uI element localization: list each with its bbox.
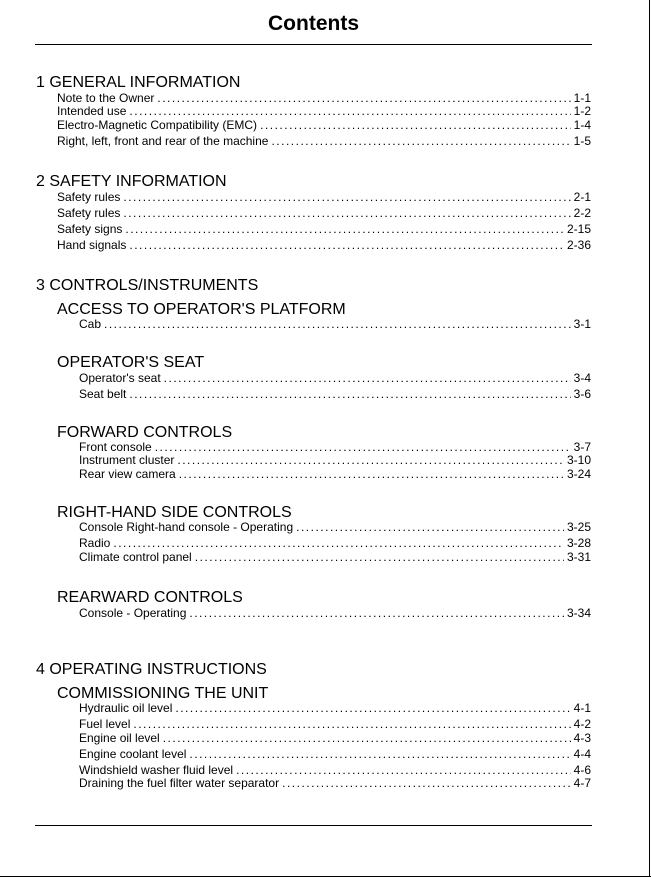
entry-label: Right, left, front and rear of the machine (57, 134, 269, 148)
entry-label: Fuel level (79, 717, 131, 731)
entry-label: Note to the Owner (57, 91, 155, 105)
entry-label: Windshield washer fluid level (79, 763, 234, 777)
leader-dots (129, 105, 570, 118)
section-heading-operating-instructions: 4 OPERATING INSTRUCTIONS (36, 661, 267, 678)
toc-entry[interactable] (57, 223, 591, 236)
toc-entry[interactable] (79, 372, 591, 385)
entry-label: Intended use (57, 104, 127, 118)
entry-label: Seat belt (79, 387, 127, 401)
bottom-divider (35, 825, 592, 826)
leader-dots (189, 607, 564, 620)
toc-entry[interactable] (79, 718, 591, 731)
entry-page: 2-1 (573, 190, 591, 204)
page-title: Contents (268, 12, 359, 35)
leader-dots (129, 239, 564, 252)
leader-dots (129, 388, 570, 401)
entry-page: 3-24 (566, 467, 591, 481)
toc-entry[interactable] (79, 318, 591, 331)
leader-dots (113, 537, 564, 550)
entry-page: 1-2 (573, 104, 591, 118)
leader-dots (260, 119, 571, 132)
leader-dots (282, 777, 571, 790)
toc-entry[interactable] (79, 748, 591, 761)
leader-dots (271, 135, 570, 148)
toc-entry[interactable] (57, 119, 591, 132)
toc-entry[interactable] (79, 388, 591, 401)
entry-page: 1-5 (573, 134, 591, 148)
subsection-heading-rearward-controls: REARWARD CONTROLS (57, 589, 243, 606)
toc-entry[interactable] (79, 732, 591, 745)
entry-page: 3-34 (566, 606, 591, 620)
entry-page: 3-7 (573, 440, 591, 454)
toc-entry[interactable] (57, 239, 591, 252)
entry-label: Safety rules (57, 206, 121, 220)
entry-page: 2-2 (573, 206, 591, 220)
entry-label: Electro-Magnetic Compatibility (EMC) (57, 118, 258, 132)
toc-entry[interactable] (79, 521, 591, 534)
entry-label: Radio (79, 536, 111, 550)
entry-page: 3-6 (573, 387, 591, 401)
leader-dots (177, 454, 564, 467)
entry-label: Console Right-hand console - Operating (79, 520, 294, 534)
subsection-heading-forward-controls: FORWARD CONTROLS (57, 424, 233, 441)
leader-dots (104, 318, 571, 331)
toc-entry[interactable] (79, 454, 591, 467)
toc-entry[interactable] (57, 191, 591, 204)
leader-dots (236, 764, 571, 777)
entry-label: Safety rules (57, 190, 121, 204)
entry-page: 3-1 (573, 317, 591, 331)
subsection-heading-commissioning: COMMISSIONING THE UNIT (57, 685, 269, 702)
toc-entry[interactable] (79, 468, 591, 481)
leader-dots (123, 207, 570, 220)
leader-dots (179, 468, 564, 481)
entry-page: 4-1 (573, 701, 591, 715)
entry-label: Cab (79, 317, 102, 331)
entry-page: 1-1 (573, 91, 591, 105)
toc-entry[interactable] (79, 537, 591, 550)
leader-dots (155, 441, 571, 454)
top-divider (35, 44, 592, 45)
leader-dots (296, 521, 564, 534)
toc-entry[interactable] (79, 551, 591, 564)
entry-page: 3-28 (566, 536, 591, 550)
entry-page: 4-6 (573, 763, 591, 777)
entry-label: Operator's seat (79, 371, 161, 385)
entry-label: Hand signals (57, 238, 127, 252)
entry-label: Instrument cluster (79, 453, 175, 467)
subsection-heading-operators-seat: OPERATOR'S SEAT (57, 354, 205, 371)
entry-page: 3-31 (566, 550, 591, 564)
entry-label: Hydraulic oil level (79, 701, 173, 715)
entry-label: Draining the fuel filter water separator (79, 776, 280, 790)
section-heading-general-information: 1 GENERAL INFORMATION (36, 74, 241, 91)
subsection-heading-access-platform: ACCESS TO OPERATOR'S PLATFORM (57, 301, 346, 318)
entry-page: 3-4 (573, 371, 591, 385)
entry-page: 4-3 (573, 731, 591, 745)
leader-dots (123, 191, 570, 204)
leader-dots (175, 702, 570, 715)
toc-entry[interactable] (57, 207, 591, 220)
entry-label: Rear view camera (79, 467, 176, 481)
entry-label: Safety signs (57, 222, 123, 236)
leader-dots (125, 223, 564, 236)
toc-entry[interactable] (57, 135, 591, 148)
entry-label: Console - Operating (79, 606, 187, 620)
toc-entry[interactable] (57, 105, 591, 118)
entry-page: 4-2 (573, 717, 591, 731)
leader-dots (133, 718, 570, 731)
toc-entry[interactable] (79, 702, 591, 715)
page-edge-right (649, 0, 650, 877)
entry-page: 2-36 (566, 238, 591, 252)
entry-page: 1-4 (573, 118, 591, 132)
entry-label: Engine oil level (79, 731, 160, 745)
entry-label: Front console (79, 440, 152, 454)
leader-dots (164, 372, 571, 385)
section-heading-controls-instruments: 3 CONTROLS/INSTRUMENTS (36, 277, 259, 294)
section-heading-safety-information: 2 SAFETY INFORMATION (36, 173, 227, 190)
entry-page: 2-15 (566, 222, 591, 236)
entry-page: 3-10 (566, 453, 591, 467)
leader-dots (157, 92, 570, 105)
subsection-heading-right-hand-controls: RIGHT-HAND SIDE CONTROLS (57, 504, 292, 521)
toc-entry[interactable] (79, 607, 591, 620)
leader-dots (195, 551, 564, 564)
leader-dots (163, 732, 571, 745)
entry-page: 4-4 (573, 747, 591, 761)
entry-page: 4-7 (573, 776, 591, 790)
entry-page: 3-25 (566, 520, 591, 534)
toc-entry[interactable] (57, 92, 591, 105)
entry-label: Climate control panel (79, 550, 192, 564)
toc-entry[interactable] (79, 777, 591, 790)
leader-dots (189, 748, 570, 761)
entry-label: Engine coolant level (79, 747, 187, 761)
